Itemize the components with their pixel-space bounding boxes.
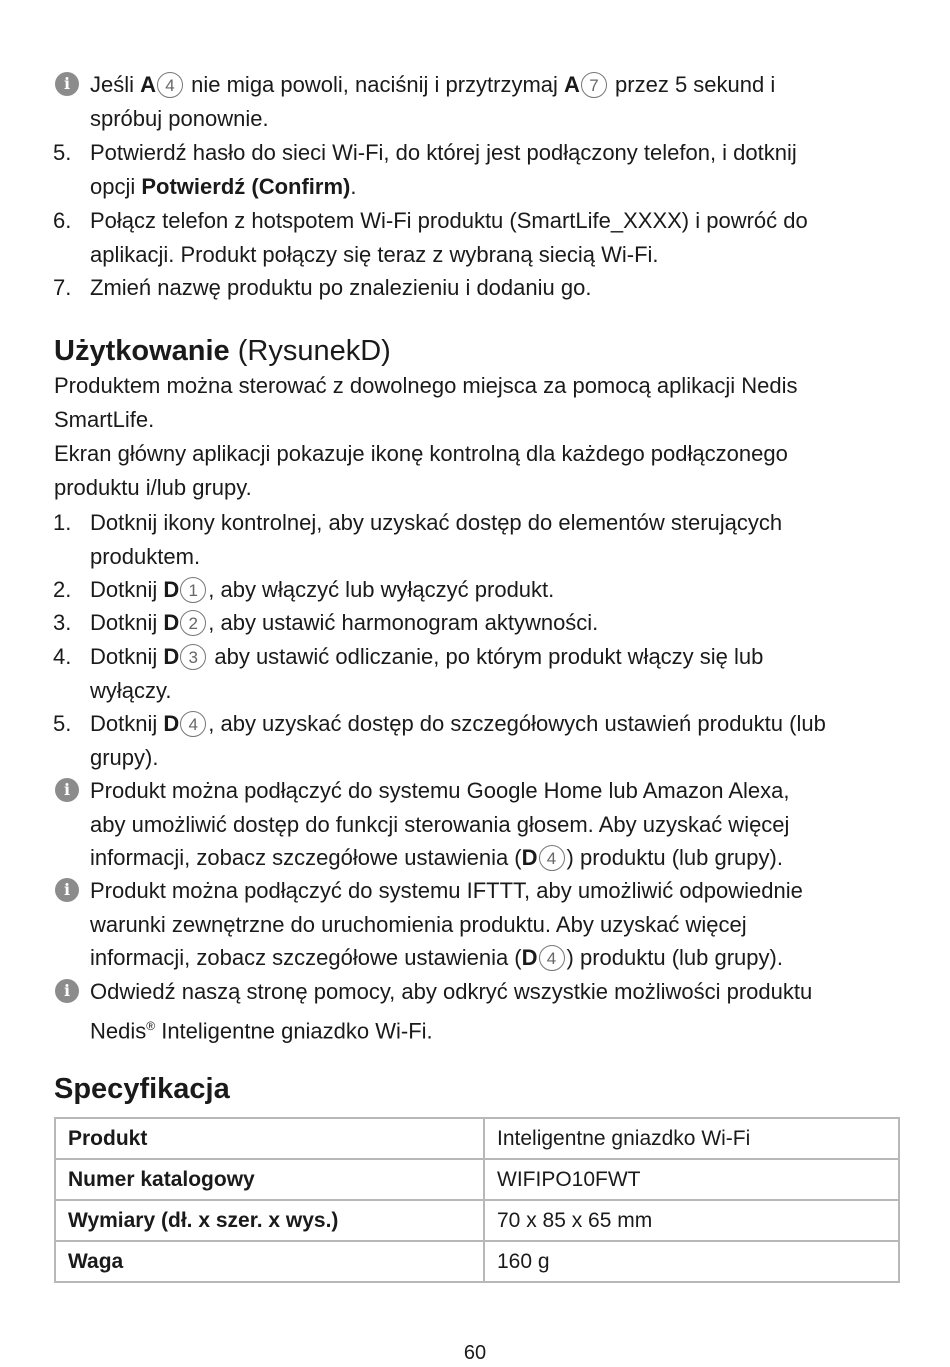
paragraph: produktu i/lub grupy. [54,475,252,500]
table-row [55,1241,899,1282]
note-line: Produkt można podłączyć do systemu Google Home lub Amazon Alexa, [90,778,790,803]
note-line: spróbuj ponownie. [90,106,269,131]
paragraph: Produktem można sterować z dowolnego miejsca za pomocą aplikacji Nedis [54,373,798,398]
spec-value: 160 g [484,1241,899,1282]
callout-number: 3 [180,644,206,670]
paragraph: Ekran główny aplikacji pokazuje ikonę kontrolną dla każdego podłączonego [54,441,788,466]
spec-key: Wymiary (dł. x szer. x wys.) [55,1200,484,1241]
section-title-spec: Specyfikacja [54,1073,230,1105]
info-icon: i [55,778,79,802]
table-row [55,1200,899,1241]
list-item-text: Dotknij D 2 , aby ustawić harmonogram aktywności. [90,610,599,635]
spec-key: Produkt [55,1118,484,1159]
list-item-text: wyłączy. [90,678,172,703]
spec-table [54,1117,900,1283]
list-item-text: grupy). [90,745,159,770]
note-line: Odwiedź naszą stronę pomocy, aby odkryć wszystkie możliwości produktu [90,979,813,1004]
list-item-text: Dotknij D 1 , aby włączyć lub wyłączyć produkt. [90,577,555,602]
table-row [55,1118,899,1159]
list-number: 5. [53,140,72,165]
callout-number: 4 [180,711,206,737]
list-number: 5. [53,711,72,736]
callout-number: 1 [180,577,206,603]
note-line: warunki zewnętrzne do uruchomienia produktu. Aby uzyskać więcej [90,912,747,937]
table-row [55,1159,899,1200]
spec-value: Inteligentne gniazdko Wi-Fi [484,1118,899,1159]
info-icon: i [55,878,79,902]
list-item-text: Dotknij D 4 , aby uzyskać dostęp do szczegółowych ustawień produktu (lub [90,711,826,736]
list-number: 1. [53,510,72,535]
callout-number: 4 [539,845,565,871]
note-line: informacji, zobacz szczegółowe ustawienia (D 4 ) produktu (lub grupy). [90,845,783,870]
list-number: 2. [53,577,72,602]
list-item-text: Połącz telefon z hotspotem Wi-Fi produktu (SmartLife_XXXX) i powróć do [90,208,808,233]
note-line: informacji, zobacz szczegółowe ustawienia (D 4 ) produktu (lub grupy). [90,945,783,970]
list-item-text: Zmień nazwę produktu po znalezieniu i dodaniu go. [90,275,592,300]
spec-key: Waga [55,1241,484,1282]
list-item-text: aplikacji. Produkt połączy się teraz z wybraną siecią Wi-Fi. [90,242,659,267]
list-number: 3. [53,610,72,635]
paragraph: SmartLife. [54,407,155,432]
list-item-text: opcji Potwierdź (Confirm). [90,174,357,199]
spec-value: 70 x 85 x 65 mm [484,1200,899,1241]
page-number: 60 [463,1342,487,1364]
spec-value: WIFIPO10FWT [484,1159,899,1200]
list-item-text: Dotknij ikony kontrolnej, aby uzyskać dostęp do elementów sterujących [90,510,783,535]
note-line: aby umożliwić dostęp do funkcji sterowania głosem. Aby uzyskać więcej [90,812,790,837]
callout-number: 4 [157,72,183,98]
list-number: 6. [53,208,72,233]
callout-number: 7 [581,72,607,98]
note-line: Jeśli A 4 nie miga powoli, naciśnij i przytrzymaj A 7 przez 5 sekund i [90,72,776,97]
callout-number: 2 [180,610,206,636]
list-number: 7. [53,275,72,300]
list-item-text: produktem. [90,544,201,569]
note-line: Produkt można podłączyć do systemu IFTTT, aby umożliwić odpowiednie [90,878,803,903]
note-line: Nedis® Inteligentne gniazdko Wi-Fi. [90,1018,433,1044]
list-number: 4. [53,644,72,669]
info-icon: i [55,979,79,1003]
callout-number: 4 [539,945,565,971]
list-item-text: Potwierdź hasło do sieci Wi-Fi, do której jest podłączony telefon, i dotknij [90,140,797,165]
list-item-text: Dotknij D 3 aby ustawić odliczanie, po którym produkt włączy się lub [90,644,764,669]
info-icon: i [55,72,79,96]
spec-key: Numer katalogowy [55,1159,484,1200]
section-title-usage: Użytkowanie (RysunekD) [54,335,391,367]
